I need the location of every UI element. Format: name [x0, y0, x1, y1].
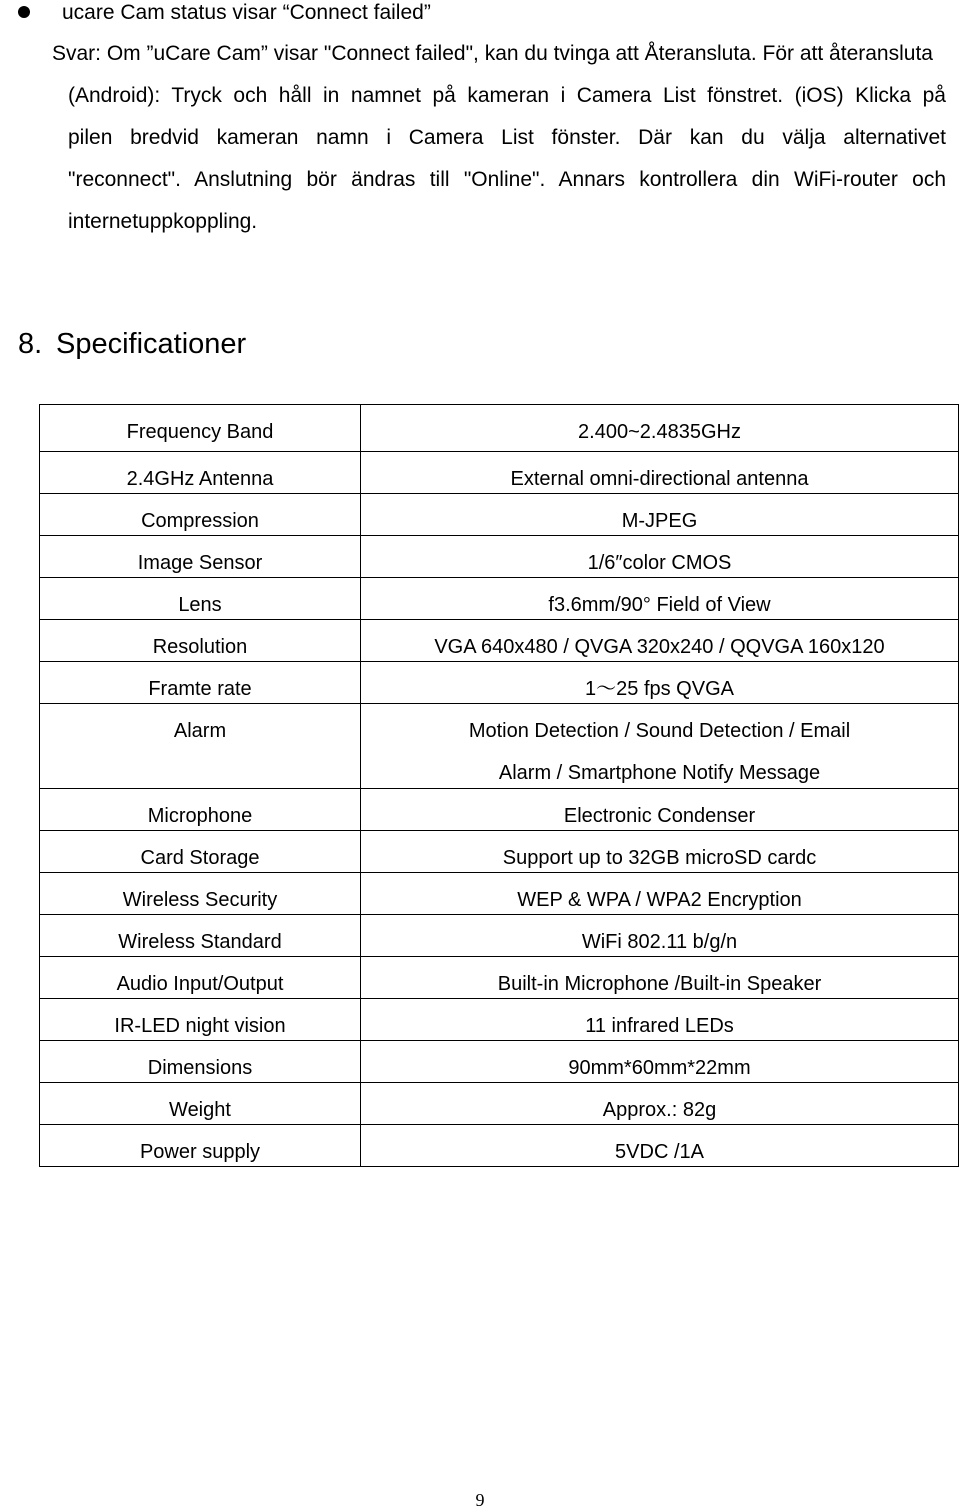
- section-title: Specificationer: [56, 328, 247, 360]
- spec-label: Frequency Band: [40, 405, 361, 452]
- bullet-icon: [18, 6, 30, 18]
- spec-label: IR-LED night vision: [40, 999, 361, 1041]
- spec-label: Audio Input/Output: [40, 957, 361, 999]
- table-row: [40, 999, 959, 1041]
- table-row: [40, 662, 959, 704]
- spec-value: 11 infrared LEDs: [361, 999, 959, 1041]
- spec-label: Resolution: [40, 620, 361, 662]
- spec-value: WiFi 802.11 b/g/n: [361, 915, 959, 957]
- spec-value: Electronic Condenser: [361, 789, 959, 831]
- spec-label: Framte rate: [40, 662, 361, 704]
- spec-label: 2.4GHz Antenna: [40, 452, 361, 494]
- spec-label: Compression: [40, 494, 361, 536]
- table-row: [40, 452, 959, 494]
- spec-value: M-JPEG: [361, 494, 959, 536]
- table-row: [40, 915, 959, 957]
- table-row: [40, 536, 959, 578]
- table-row: [40, 789, 959, 831]
- spec-label: Image Sensor: [40, 536, 361, 578]
- spec-value-line: Motion Detection / Sound Detection / Email: [468, 720, 851, 742]
- spec-label: Microphone: [40, 789, 361, 831]
- spec-value: Built-in Microphone /Built-in Speaker: [361, 957, 959, 999]
- table-row: [40, 1125, 959, 1167]
- spec-value: 1/6″color CMOS: [361, 536, 959, 578]
- page-number: 9: [475, 1490, 485, 1510]
- spec-label: Wireless Standard: [40, 915, 361, 957]
- spec-value: 5VDC /1A: [361, 1125, 959, 1167]
- spec-label: Wireless Security: [40, 873, 361, 915]
- spec-value: VGA 640x480 / QVGA 320x240 / QQVGA 160x120: [361, 620, 959, 662]
- spec-label: Dimensions: [40, 1041, 361, 1083]
- answer-line: Svar: Om ”uCare Cam” visar "Connect failed", kan du tvinga att Återansluta. För att återansluta: [52, 42, 933, 65]
- answer-line: pilen bredvid kameran namn i Camera List fönster. Där kan du välja alternativet: [68, 126, 946, 149]
- answer-line: (Android): Tryck och håll in namnet på kameran i Camera List fönstret. (iOS) Klicka på: [68, 84, 946, 107]
- spec-label: Card Storage: [40, 831, 361, 873]
- section-heading: [18, 326, 246, 362]
- spec-label: Alarm: [40, 704, 361, 789]
- faq-question: ucare Cam status visar “Connect failed”: [62, 1, 431, 24]
- spec-value: Support up to 32GB microSD cardc: [361, 831, 959, 873]
- table-row: [40, 578, 959, 620]
- spec-value-line: Alarm / Smartphone Notify Message: [498, 762, 821, 784]
- answer-line: internetuppkoppling.: [68, 210, 258, 233]
- spec-value: 1～25 fps QVGA: [361, 662, 959, 704]
- section-number: 8.: [18, 328, 43, 360]
- table-row: [40, 494, 959, 536]
- table-row: [40, 1083, 959, 1125]
- spec-value: f3.6mm/90° Field of View: [361, 578, 959, 620]
- answer-line: "reconnect". Anslutning bör ändras till "Online". Annars kontrollera din WiFi-router och: [68, 168, 946, 191]
- spec-label: Power supply: [40, 1125, 361, 1167]
- table-row: [40, 405, 959, 452]
- spec-value: 2.400~2.4835GHz: [361, 405, 959, 452]
- spec-value: 90mm*60mm*22mm: [361, 1041, 959, 1083]
- spec-value: Approx.: 82g: [361, 1083, 959, 1125]
- spec-table: [39, 404, 959, 1167]
- table-row: [40, 704, 959, 789]
- spec-value: [361, 704, 959, 789]
- table-row: [40, 831, 959, 873]
- table-row: [40, 620, 959, 662]
- spec-label: Weight: [40, 1083, 361, 1125]
- spec-label: Lens: [40, 578, 361, 620]
- table-row: [40, 957, 959, 999]
- table-row: [40, 1041, 959, 1083]
- table-row: [40, 873, 959, 915]
- spec-value: External omni-directional antenna: [361, 452, 959, 494]
- spec-value: WEP & WPA / WPA2 Encryption: [361, 873, 959, 915]
